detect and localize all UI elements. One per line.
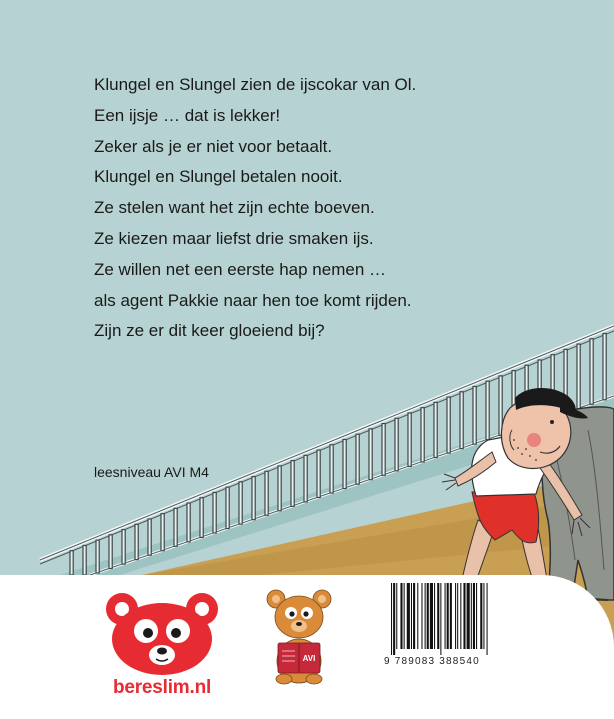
barcode-bar <box>457 583 458 649</box>
barcode-bar <box>391 583 392 655</box>
blurb-line: Zijn ze er dit keer gloeiend bij? <box>94 321 325 341</box>
fence-bar <box>96 540 99 573</box>
barcode-bar <box>447 583 449 649</box>
fence-bar <box>304 455 307 502</box>
fence-bar <box>187 503 190 542</box>
barcode-bar <box>407 583 410 649</box>
fence-bar <box>317 450 320 497</box>
barcode-bar <box>463 583 465 649</box>
barcode-bar <box>393 583 395 655</box>
barcode-bar <box>480 583 482 649</box>
mascot-book-label: AVI <box>302 654 316 663</box>
barcode-bar <box>434 583 435 649</box>
barcode-bar <box>467 583 470 649</box>
barcode-bar <box>421 583 422 649</box>
blurb-line: Een ijsje … dat is lekker! <box>94 105 281 125</box>
blurb-line: Ze willen net een eerste hap nemen … <box>94 259 387 279</box>
barcode-bar <box>473 583 475 649</box>
fence-bar <box>369 429 372 480</box>
fence-bar <box>252 477 255 520</box>
fence-bar <box>603 333 606 399</box>
bereslim-logo <box>104 589 220 699</box>
fence-bar <box>135 524 138 559</box>
fence-bar <box>174 508 177 546</box>
fence-bar <box>291 461 294 507</box>
fence-bar <box>460 392 463 449</box>
barcode-number: 9 789083 388540 <box>384 656 480 667</box>
fence-bar <box>356 434 359 484</box>
fence-bar <box>70 551 73 575</box>
bear-mascot <box>264 587 334 687</box>
fence-bar <box>226 487 229 528</box>
barcode <box>389 583 523 655</box>
fence-bar <box>382 424 385 476</box>
fence-bar <box>486 381 489 440</box>
barcode-bar <box>450 583 452 649</box>
fence-bar <box>109 535 112 569</box>
barcode-bars <box>389 583 523 655</box>
barcode-bar <box>460 583 461 649</box>
barcode-bar <box>404 583 405 649</box>
fence-bar <box>590 339 593 404</box>
barcode-bar <box>425 583 426 649</box>
fence-bar <box>343 439 346 488</box>
fence-bar <box>122 530 125 564</box>
fence-bar <box>577 344 580 409</box>
barcode-bar <box>396 583 397 649</box>
logo-text: bereslim.nl <box>112 677 212 698</box>
blurb-text <box>94 70 416 347</box>
fence-bar <box>278 466 281 511</box>
fence-bar <box>148 519 151 555</box>
blurb-line: als agent Pakkie naar hen toe komt rijden. <box>94 290 412 310</box>
barcode-bar <box>483 583 484 649</box>
barcode-bar <box>437 583 439 649</box>
barcode-bar <box>455 583 456 649</box>
blurb-line: Klungel en Slungel zien de ijscokar van Ol. <box>94 75 417 94</box>
barcode-bar <box>476 583 477 649</box>
fence-bar <box>473 386 476 444</box>
fence-bar <box>395 418 398 471</box>
bear-logo-icon <box>104 589 220 677</box>
fence-bar <box>239 482 242 524</box>
barcode-bar <box>413 583 415 649</box>
blurb-line: Klungel en Slungel betalen nooit. <box>94 167 343 187</box>
barcode-bar <box>411 583 412 649</box>
barcode-bar <box>417 583 418 649</box>
fence-bar <box>330 445 333 493</box>
barcode-bar <box>445 583 446 649</box>
barcode-bar <box>430 583 433 649</box>
blurb-line: Ze stelen want het zijn echte boeven. <box>94 198 375 218</box>
blurb-line: Zeker als je er niet voor betaalt. <box>94 136 333 156</box>
fence-bar <box>161 514 164 551</box>
barcode-bar <box>427 583 429 649</box>
fence-bar <box>213 492 216 533</box>
fence-bar <box>265 471 268 515</box>
fence-bar <box>83 545 86 575</box>
fence-bar <box>434 402 437 457</box>
barcode-bar <box>440 583 441 655</box>
reading-level: leesniveau AVI M4 <box>94 464 209 480</box>
fence-bar <box>408 413 411 466</box>
blurb-line: Ze kiezen maar liefst drie smaken ijs. <box>94 228 374 248</box>
fence-bar <box>421 408 424 462</box>
barcode-bar <box>400 583 402 649</box>
fence-bar <box>447 397 450 453</box>
bear-reading-icon <box>264 587 334 687</box>
fence-bar <box>200 498 203 538</box>
barcode-bar <box>471 583 472 649</box>
barcode-bar <box>487 583 488 655</box>
